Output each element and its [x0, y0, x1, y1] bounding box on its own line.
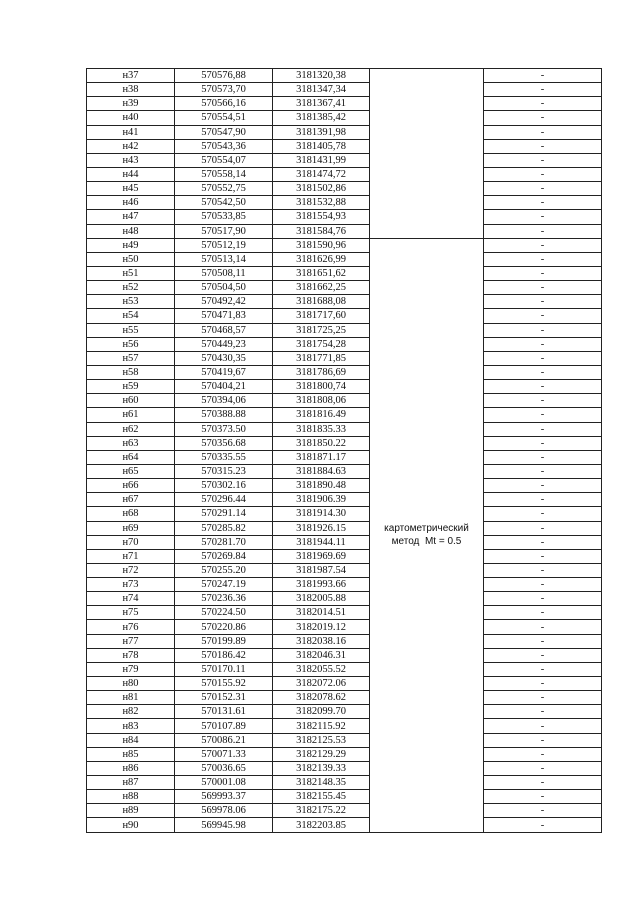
table-row [87, 281, 602, 295]
x-coordinate-cell: 570335.55 [175, 450, 273, 464]
x-coordinate-cell: 570302.16 [175, 479, 273, 493]
point-name-cell: н61 [87, 408, 175, 422]
y-coordinate-cell: 3181944.11 [273, 535, 370, 549]
y-coordinate-cell: 3182099.70 [273, 705, 370, 719]
coordinates-table-body [87, 69, 602, 833]
x-coordinate-cell: 570036.65 [175, 761, 273, 775]
y-coordinate-cell: 3182148.35 [273, 776, 370, 790]
x-coordinate-cell: 570255.20 [175, 563, 273, 577]
point-name-cell: н43 [87, 153, 175, 167]
method-text-line1: картометрический [384, 523, 469, 535]
table-row [87, 69, 602, 83]
y-coordinate-cell: 3182019.12 [273, 620, 370, 634]
point-name-cell: н54 [87, 309, 175, 323]
point-name-cell: н60 [87, 394, 175, 408]
y-coordinate-cell: 3181405,78 [273, 139, 370, 153]
accuracy-cell: - [484, 394, 602, 408]
x-coordinate-cell: 570388.88 [175, 408, 273, 422]
point-name-cell: н72 [87, 563, 175, 577]
accuracy-cell: - [484, 464, 602, 478]
x-coordinate-cell: 570468,57 [175, 323, 273, 337]
table-row [87, 464, 602, 478]
x-coordinate-cell: 570404,21 [175, 380, 273, 394]
point-name-cell: н66 [87, 479, 175, 493]
x-coordinate-cell: 570542,50 [175, 196, 273, 210]
point-name-cell: н45 [87, 182, 175, 196]
y-coordinate-cell: 3181926.15 [273, 521, 370, 535]
y-coordinate-cell: 3181385,42 [273, 111, 370, 125]
x-coordinate-cell: 570315.23 [175, 464, 273, 478]
point-name-cell: н88 [87, 790, 175, 804]
point-name-cell: н58 [87, 365, 175, 379]
x-coordinate-cell: 570394,06 [175, 394, 273, 408]
table-row [87, 252, 602, 266]
table-row [87, 747, 602, 761]
accuracy-cell: - [484, 747, 602, 761]
y-coordinate-cell: 3181871.17 [273, 450, 370, 464]
table-row [87, 691, 602, 705]
y-coordinate-cell: 3181367,41 [273, 97, 370, 111]
x-coordinate-cell: 570071.33 [175, 747, 273, 761]
x-coordinate-cell: 570285.82 [175, 521, 273, 535]
accuracy-cell: - [484, 182, 602, 196]
accuracy-cell: - [484, 592, 602, 606]
x-coordinate-cell: 569945.98 [175, 818, 273, 832]
table-row [87, 97, 602, 111]
point-name-cell: н44 [87, 167, 175, 181]
y-coordinate-cell: 3181906.39 [273, 493, 370, 507]
table-row [87, 139, 602, 153]
accuracy-cell: - [484, 281, 602, 295]
point-name-cell: н79 [87, 662, 175, 676]
y-coordinate-cell: 3181914.30 [273, 507, 370, 521]
x-coordinate-cell: 570492,42 [175, 295, 273, 309]
table-row [87, 365, 602, 379]
table-row [87, 111, 602, 125]
y-coordinate-cell: 3181987.54 [273, 563, 370, 577]
x-coordinate-cell: 570186.42 [175, 648, 273, 662]
accuracy-cell: - [484, 507, 602, 521]
table-row [87, 224, 602, 238]
point-name-cell: н41 [87, 125, 175, 139]
x-coordinate-cell: 570508,11 [175, 266, 273, 280]
accuracy-cell: - [484, 549, 602, 563]
table-row [87, 804, 602, 818]
y-coordinate-cell: 3181969.69 [273, 549, 370, 563]
accuracy-cell: - [484, 422, 602, 436]
point-name-cell: н67 [87, 493, 175, 507]
table-row [87, 337, 602, 351]
point-name-cell: н80 [87, 677, 175, 691]
x-coordinate-cell: 570356.68 [175, 436, 273, 450]
table-row [87, 677, 602, 691]
x-coordinate-cell: 570449,23 [175, 337, 273, 351]
x-coordinate-cell: 570513,14 [175, 252, 273, 266]
x-coordinate-cell: 570552,75 [175, 182, 273, 196]
accuracy-cell: - [484, 804, 602, 818]
table-row [87, 210, 602, 224]
accuracy-cell: - [484, 408, 602, 422]
table-row [87, 422, 602, 436]
x-coordinate-cell: 570512,19 [175, 238, 273, 252]
accuracy-cell: - [484, 634, 602, 648]
table-row [87, 719, 602, 733]
y-coordinate-cell: 3182072.06 [273, 677, 370, 691]
table-row [87, 493, 602, 507]
table-row [87, 648, 602, 662]
table-row [87, 620, 602, 634]
accuracy-cell: - [484, 309, 602, 323]
accuracy-cell: - [484, 139, 602, 153]
point-name-cell: н87 [87, 776, 175, 790]
accuracy-cell: - [484, 351, 602, 365]
accuracy-cell: - [484, 97, 602, 111]
x-coordinate-cell: 570573,70 [175, 83, 273, 97]
table-row [87, 450, 602, 464]
table-row [87, 578, 602, 592]
y-coordinate-cell: 3181502,86 [273, 182, 370, 196]
table-row [87, 408, 602, 422]
y-coordinate-cell: 3182038.16 [273, 634, 370, 648]
accuracy-cell: - [484, 578, 602, 592]
point-name-cell: н63 [87, 436, 175, 450]
point-name-cell: н76 [87, 620, 175, 634]
accuracy-cell: - [484, 620, 602, 634]
point-name-cell: н49 [87, 238, 175, 252]
x-coordinate-cell: 570281.70 [175, 535, 273, 549]
accuracy-cell: - [484, 238, 602, 252]
accuracy-cell: - [484, 776, 602, 790]
table-row [87, 535, 602, 549]
accuracy-cell: - [484, 69, 602, 83]
table-row [87, 761, 602, 775]
y-coordinate-cell: 3181688,08 [273, 295, 370, 309]
point-name-cell: н71 [87, 549, 175, 563]
y-coordinate-cell: 3181890.48 [273, 479, 370, 493]
accuracy-cell: - [484, 380, 602, 394]
y-coordinate-cell: 3181993.66 [273, 578, 370, 592]
table-row [87, 351, 602, 365]
y-coordinate-cell: 3182129.29 [273, 747, 370, 761]
y-coordinate-cell: 3181320,38 [273, 69, 370, 83]
y-coordinate-cell: 3181725,25 [273, 323, 370, 337]
point-name-cell: н47 [87, 210, 175, 224]
x-coordinate-cell: 570291.14 [175, 507, 273, 521]
y-coordinate-cell: 3181835.33 [273, 422, 370, 436]
point-name-cell: н53 [87, 295, 175, 309]
accuracy-cell: - [484, 153, 602, 167]
x-coordinate-cell: 570554,51 [175, 111, 273, 125]
y-coordinate-cell: 3181590,96 [273, 238, 370, 252]
table-row [87, 662, 602, 676]
table-row [87, 507, 602, 521]
table-row [87, 125, 602, 139]
method-cell-upper [370, 69, 484, 239]
point-name-cell: н62 [87, 422, 175, 436]
accuracy-cell: - [484, 295, 602, 309]
y-coordinate-cell: 3182175.22 [273, 804, 370, 818]
table-row [87, 394, 602, 408]
x-coordinate-cell: 570576,88 [175, 69, 273, 83]
x-coordinate-cell: 569993.37 [175, 790, 273, 804]
point-name-cell: н81 [87, 691, 175, 705]
y-coordinate-cell: 3182055.52 [273, 662, 370, 676]
accuracy-cell: - [484, 648, 602, 662]
point-name-cell: н48 [87, 224, 175, 238]
point-name-cell: н85 [87, 747, 175, 761]
y-coordinate-cell: 3182078.62 [273, 691, 370, 705]
accuracy-cell: - [484, 521, 602, 535]
accuracy-cell: - [484, 493, 602, 507]
x-coordinate-cell: 570247.19 [175, 578, 273, 592]
table-row [87, 436, 602, 450]
method-text-line2: метод Mt = 0.5 [391, 536, 462, 548]
table-row [87, 549, 602, 563]
table-row [87, 266, 602, 280]
x-coordinate-cell: 569978.06 [175, 804, 273, 818]
x-coordinate-cell: 570086.21 [175, 733, 273, 747]
point-name-cell: н56 [87, 337, 175, 351]
point-name-cell: н42 [87, 139, 175, 153]
accuracy-cell: - [484, 210, 602, 224]
table-row [87, 634, 602, 648]
point-name-cell: н51 [87, 266, 175, 280]
point-name-cell: н74 [87, 592, 175, 606]
point-name-cell: н73 [87, 578, 175, 592]
table-row [87, 83, 602, 97]
x-coordinate-cell: 570554,07 [175, 153, 273, 167]
accuracy-cell: - [484, 450, 602, 464]
y-coordinate-cell: 3182139.33 [273, 761, 370, 775]
table-row [87, 776, 602, 790]
table-row [87, 380, 602, 394]
point-name-cell: н77 [87, 634, 175, 648]
x-coordinate-cell: 570001.08 [175, 776, 273, 790]
x-coordinate-cell: 570199.89 [175, 634, 273, 648]
x-coordinate-cell: 570131.61 [175, 705, 273, 719]
x-coordinate-cell: 570269.84 [175, 549, 273, 563]
x-coordinate-cell: 570152.31 [175, 691, 273, 705]
y-coordinate-cell: 3182115.92 [273, 719, 370, 733]
table-row [87, 563, 602, 577]
point-name-cell: н83 [87, 719, 175, 733]
y-coordinate-cell: 3181431,99 [273, 153, 370, 167]
point-name-cell: н57 [87, 351, 175, 365]
accuracy-cell: - [484, 733, 602, 747]
table-row [87, 479, 602, 493]
point-name-cell: н68 [87, 507, 175, 521]
point-name-cell: н55 [87, 323, 175, 337]
accuracy-cell: - [484, 677, 602, 691]
table-row [87, 167, 602, 181]
accuracy-cell: - [484, 705, 602, 719]
accuracy-cell: - [484, 535, 602, 549]
y-coordinate-cell: 3181786,69 [273, 365, 370, 379]
accuracy-cell: - [484, 365, 602, 379]
accuracy-cell: - [484, 479, 602, 493]
table-row [87, 818, 602, 832]
table-row [87, 733, 602, 747]
accuracy-cell: - [484, 125, 602, 139]
point-name-cell: н50 [87, 252, 175, 266]
point-name-cell: н38 [87, 83, 175, 97]
point-name-cell: н52 [87, 281, 175, 295]
point-name-cell: н86 [87, 761, 175, 775]
table-row [87, 521, 602, 535]
x-coordinate-cell: 570224.50 [175, 606, 273, 620]
table-row [87, 790, 602, 804]
accuracy-cell: - [484, 436, 602, 450]
point-name-cell: н82 [87, 705, 175, 719]
y-coordinate-cell: 3181532,88 [273, 196, 370, 210]
y-coordinate-cell: 3181884.63 [273, 464, 370, 478]
point-name-cell: н69 [87, 521, 175, 535]
y-coordinate-cell: 3181662,25 [273, 281, 370, 295]
accuracy-cell: - [484, 266, 602, 280]
y-coordinate-cell: 3181584,76 [273, 224, 370, 238]
accuracy-cell: - [484, 691, 602, 705]
x-coordinate-cell: 570430,35 [175, 351, 273, 365]
method-cell [370, 238, 484, 832]
table-row [87, 705, 602, 719]
y-coordinate-cell: 3182046.31 [273, 648, 370, 662]
table-row [87, 295, 602, 309]
y-coordinate-cell: 3181347,34 [273, 83, 370, 97]
x-coordinate-cell: 570517,90 [175, 224, 273, 238]
accuracy-cell: - [484, 196, 602, 210]
point-name-cell: н39 [87, 97, 175, 111]
point-name-cell: н75 [87, 606, 175, 620]
point-name-cell: н90 [87, 818, 175, 832]
table-row [87, 323, 602, 337]
accuracy-cell: - [484, 111, 602, 125]
accuracy-cell: - [484, 818, 602, 832]
point-name-cell: н65 [87, 464, 175, 478]
point-name-cell: н59 [87, 380, 175, 394]
x-coordinate-cell: 570170.11 [175, 662, 273, 676]
y-coordinate-cell: 3182125.53 [273, 733, 370, 747]
table-row [87, 182, 602, 196]
x-coordinate-cell: 570107.89 [175, 719, 273, 733]
point-name-cell: н46 [87, 196, 175, 210]
table-row [87, 196, 602, 210]
y-coordinate-cell: 3181554,93 [273, 210, 370, 224]
y-coordinate-cell: 3182155.45 [273, 790, 370, 804]
y-coordinate-cell: 3181391,98 [273, 125, 370, 139]
x-coordinate-cell: 570296.44 [175, 493, 273, 507]
accuracy-cell: - [484, 337, 602, 351]
accuracy-cell: - [484, 790, 602, 804]
x-coordinate-cell: 570504,50 [175, 281, 273, 295]
accuracy-cell: - [484, 719, 602, 733]
accuracy-cell: - [484, 563, 602, 577]
accuracy-cell: - [484, 224, 602, 238]
x-coordinate-cell: 570236.36 [175, 592, 273, 606]
y-coordinate-cell: 3182005.88 [273, 592, 370, 606]
point-name-cell: н70 [87, 535, 175, 549]
x-coordinate-cell: 570566,16 [175, 97, 273, 111]
y-coordinate-cell: 3181717,60 [273, 309, 370, 323]
x-coordinate-cell: 570543,36 [175, 139, 273, 153]
y-coordinate-cell: 3181626,99 [273, 252, 370, 266]
x-coordinate-cell: 570558,14 [175, 167, 273, 181]
y-coordinate-cell: 3181651,62 [273, 266, 370, 280]
y-coordinate-cell: 3181771,85 [273, 351, 370, 365]
accuracy-cell: - [484, 167, 602, 181]
table-row [87, 606, 602, 620]
y-coordinate-cell: 3181754,28 [273, 337, 370, 351]
x-coordinate-cell: 570373.50 [175, 422, 273, 436]
y-coordinate-cell: 3181808,06 [273, 394, 370, 408]
x-coordinate-cell: 570419,67 [175, 365, 273, 379]
table-row [87, 153, 602, 167]
table-row [87, 592, 602, 606]
y-coordinate-cell: 3182203.85 [273, 818, 370, 832]
table-row [87, 309, 602, 323]
x-coordinate-cell: 570533,85 [175, 210, 273, 224]
accuracy-cell: - [484, 323, 602, 337]
point-name-cell: н40 [87, 111, 175, 125]
accuracy-cell: - [484, 83, 602, 97]
table-row [87, 238, 602, 252]
point-name-cell: н37 [87, 69, 175, 83]
coordinates-table [86, 68, 602, 833]
point-name-cell: н89 [87, 804, 175, 818]
accuracy-cell: - [484, 252, 602, 266]
y-coordinate-cell: 3181474,72 [273, 167, 370, 181]
accuracy-cell: - [484, 606, 602, 620]
x-coordinate-cell: 570547,90 [175, 125, 273, 139]
x-coordinate-cell: 570220.86 [175, 620, 273, 634]
point-name-cell: н64 [87, 450, 175, 464]
y-coordinate-cell: 3181816.49 [273, 408, 370, 422]
y-coordinate-cell: 3181850.22 [273, 436, 370, 450]
point-name-cell: н84 [87, 733, 175, 747]
accuracy-cell: - [484, 761, 602, 775]
accuracy-cell: - [484, 662, 602, 676]
x-coordinate-cell: 570155.92 [175, 677, 273, 691]
point-name-cell: н78 [87, 648, 175, 662]
y-coordinate-cell: 3182014.51 [273, 606, 370, 620]
y-coordinate-cell: 3181800,74 [273, 380, 370, 394]
x-coordinate-cell: 570471,83 [175, 309, 273, 323]
